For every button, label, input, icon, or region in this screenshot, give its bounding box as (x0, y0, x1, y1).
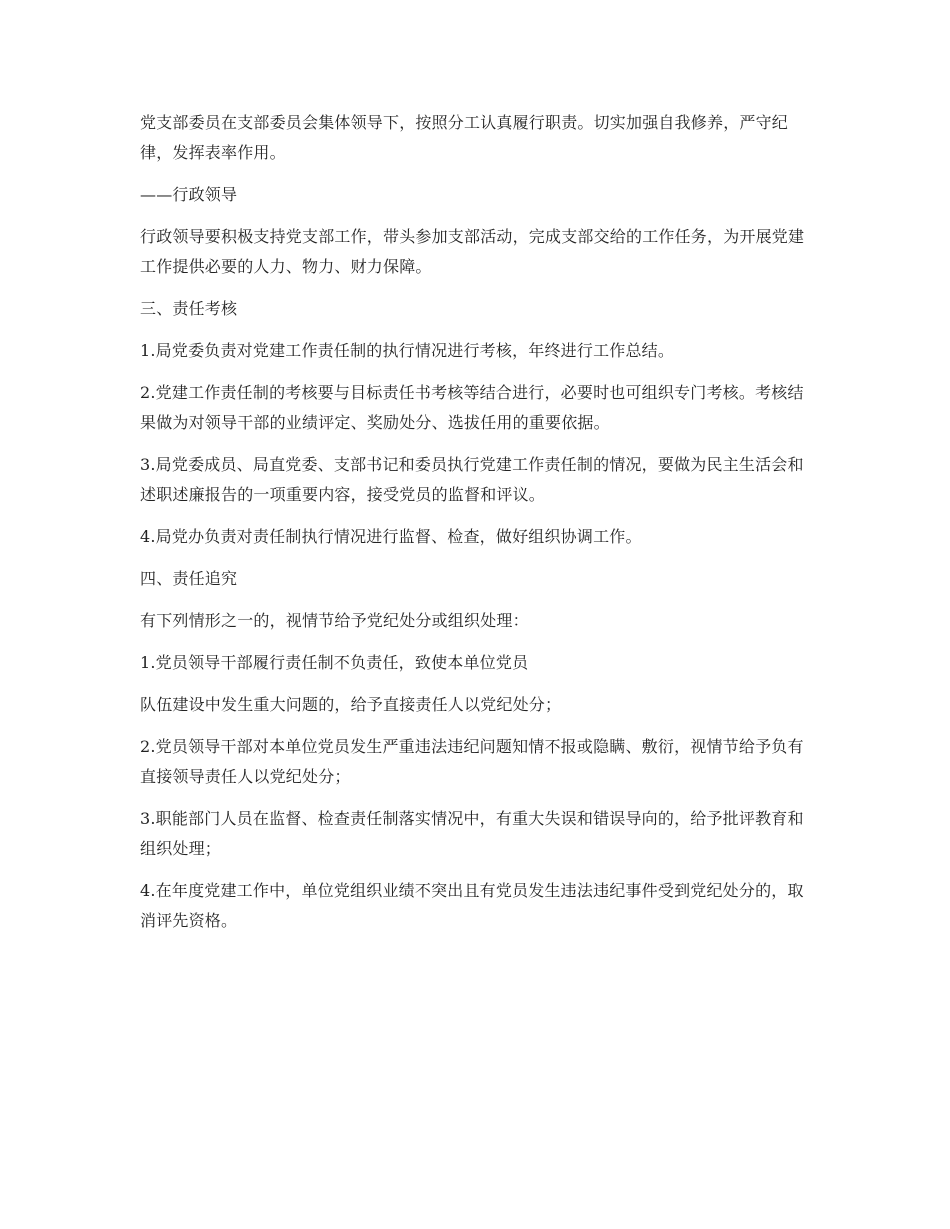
document-page (140, 108, 812, 948)
accountability-item-2: 2.党员领导干部对本单位党员发生严重违法违纪问题知情不报或隐瞒、敷衍，视情节给予负有直接领导责任人以党纪处分； (140, 737, 804, 786)
assessment-item-2: 2.党建工作责任制的考核要与目标责任书考核等结合进行，必要时也可组织专门考核。考核结果做为对领导干部的业绩评定、奖励处分、选拔任用的重要依据。 (140, 383, 804, 432)
accountability-item-1b: 队伍建设中发生重大问题的，给予直接责任人以党纪处分； (140, 695, 562, 714)
accountability-intro: 有下列情形之一的，视情节给予党纪处分或组织处理： (140, 611, 529, 630)
accountability-item-1a: 1.党员领导干部履行责任制不负责任，致使本单位党员 (140, 653, 529, 672)
assessment-item-4: 4.局党办负责对责任制执行情况进行监督、检查，做好组织协调工作。 (140, 527, 642, 546)
paragraph-administrative-leaders: 行政领导要积极支持党支部工作，带头参加支部活动，完成支部交给的工作任务，为开展党建工作提供必要的人力、物力、财力保障。 (140, 227, 805, 276)
accountability-item-3: 3.职能部门人员在监督、检查责任制落实情况中，有重大失误和错误导向的，给予批评教育和组织处理； (140, 809, 804, 858)
accountability-item-4: 4.在年度党建工作中，单位党组织业绩不突出且有党员发生违法违纪事件受到党纪处分的，取消评先资格。 (140, 881, 804, 930)
heading-administrative-leaders: ——行政领导 (140, 185, 238, 204)
assessment-item-3: 3.局党委成员、局直党委、支部书记和委员执行党建工作责任制的情况，要做为民主生活会和述职述廉报告的一项重要内容，接受党员的监督和评议。 (140, 455, 804, 504)
assessment-item-1: 1.局党委负责对党建工作责任制的执行情况进行考核，年终进行工作总结。 (140, 341, 675, 360)
section-heading-assessment: 三、责任考核 (140, 299, 238, 318)
section-heading-accountability: 四、责任追究 (140, 569, 238, 588)
paragraph-branch-committee-duties: 党支部委员在支部委员会集体领导下，按照分工认真履行职责。切实加强自我修养，严守纪律，发挥表率作用。 (140, 113, 789, 162)
